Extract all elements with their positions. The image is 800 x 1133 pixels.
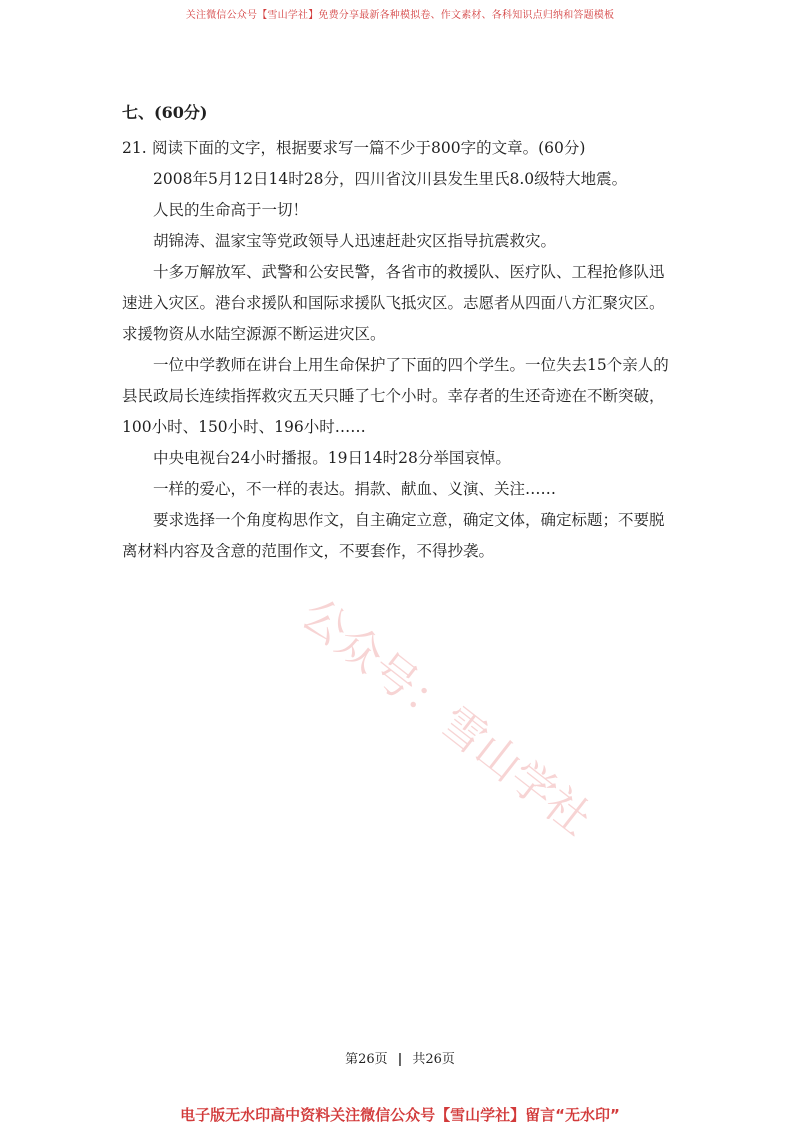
page-separator: |	[397, 1052, 403, 1067]
section-heading: 七、(60分)	[122, 103, 208, 122]
bottom-promo-banner: 电子版无水印高中资料关注微信公众号【雪山学社】留言“无水印”	[180, 1106, 620, 1124]
header-promo-banner: 关注微信公众号【雪山学社】免费分享最新各种模拟卷、作文素材、各科知识点归纳和答题模板	[185, 10, 615, 21]
question-prompt-text: 阅读下面的文字，根据要求写一篇不少于800字的文章。(60分)	[152, 139, 586, 157]
page-number-footer	[0, 1048, 800, 1067]
material-paragraph: 一样的爱心，不一样的表达。捐款、献血、义演、关注……	[153, 480, 557, 498]
material-paragraph: 2008年5月12日14时28分，四川省汶川县发生里氏8.0级特大地震。	[153, 170, 628, 188]
material-paragraph: 胡锦涛、温家宝等党政领导人迅速赶赴灾区指导抗震救灾。	[153, 232, 557, 250]
total-pages: 共26页	[412, 1052, 455, 1067]
question-number: 21.	[122, 139, 147, 157]
watermark-text: 公众号：雪山学社	[291, 588, 601, 846]
material-paragraph: 十多万解放军、武警和公安民警，各省市的救援队、医疗队、工程抢修队迅速进入灾区。港台求援队和国际求援队飞抵灾区。志愿者从四面八方汇聚灾区。求援物资从水陆空源源不断运进灾区。	[122, 263, 665, 343]
material-paragraph: 人民的生命高于一切！	[153, 201, 309, 219]
material-paragraph: 中央电视台24小时播报。19日14时28分举国哀悼。	[153, 449, 511, 467]
question-prompt	[122, 136, 682, 158]
material-paragraph: 一位中学教师在讲台上用生命保护了下面的四个学生。一位失去15个亲人的县民政局长连续指挥救灾五天只睡了七个小时。幸存者的生还奇迹在不断突破，100小时、150小时、196小时……	[122, 356, 669, 436]
requirements-paragraph: 要求选择一个角度构思作文，自主确定立意，确定文体，确定标题；不要脱离材料内容及含意的范围作文，不要套作，不得抄袭。	[122, 511, 665, 560]
current-page: 第26页	[345, 1052, 388, 1067]
